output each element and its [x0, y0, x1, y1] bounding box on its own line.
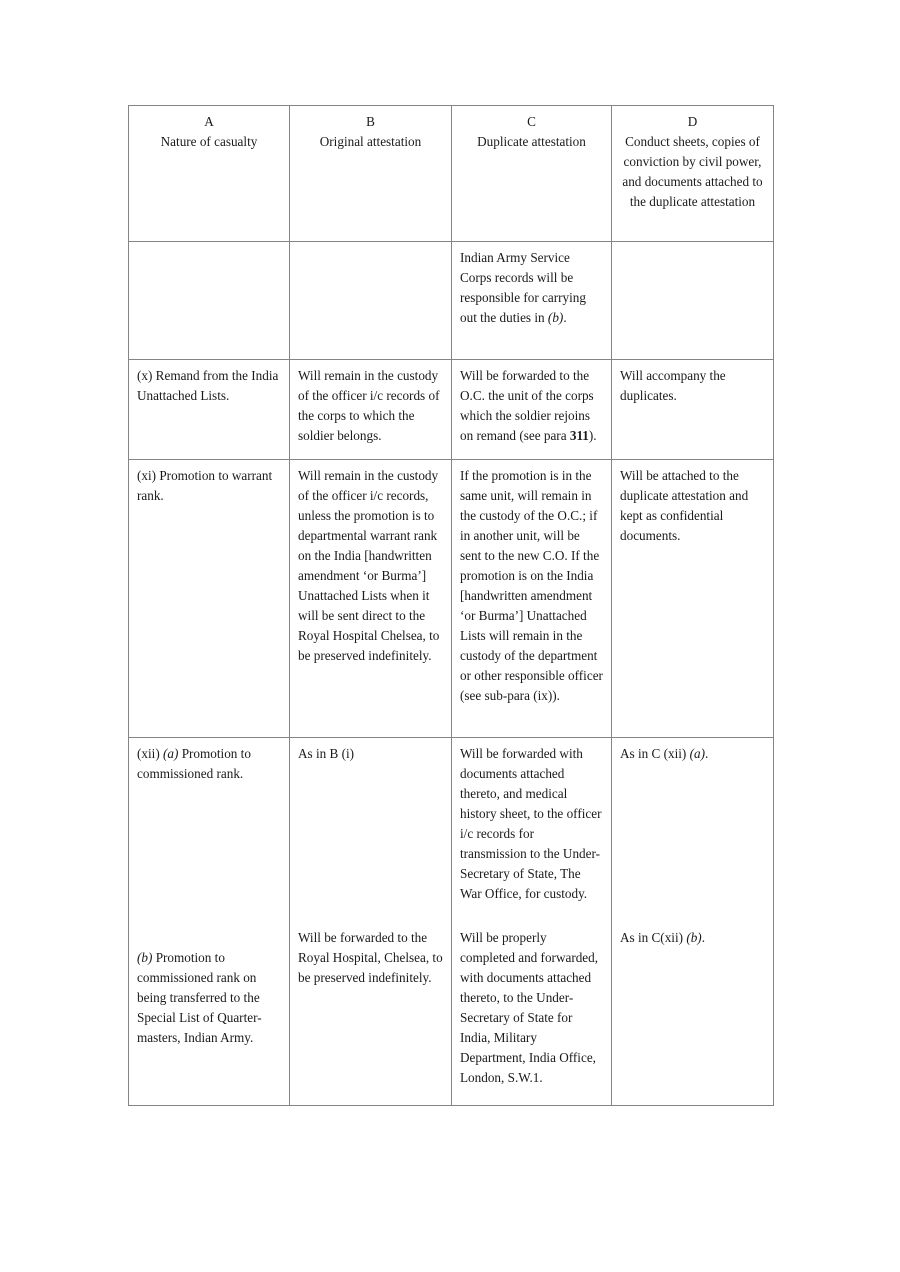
- casualty-disposal-table: [128, 105, 774, 1106]
- cell-b-continuation: [290, 242, 452, 360]
- text-c-x-post: ).: [588, 428, 597, 443]
- column-caption-c: Duplicate attestation: [477, 134, 586, 149]
- text-d-xii-a-post: .: [705, 746, 709, 761]
- cell-a-continuation: [129, 242, 290, 360]
- table-header-row: [129, 106, 774, 242]
- column-header-b: [290, 106, 452, 242]
- cell-c-xi: If the promotion is in the same unit, will remain in the custody of the O.C.; if in another unit, will be sent to the new C.O. If the promotion is on the India [handwritten amendment ‘or Burma’] Unattached Lists will remain in the custody of the department or other responsible officer (see sub-para (ix)).: [452, 460, 612, 738]
- text-d-xii-a-pre: As in C (xii): [620, 746, 690, 761]
- text-b-xii-b: Will be forwarded to the Royal Hospital, Chelsea, to be preserved indefinitely.: [298, 930, 443, 985]
- text-d-xii-b-em: (b): [686, 930, 702, 945]
- text-a-xii-a-post: Promotion to commissioned rank.: [137, 746, 251, 781]
- column-caption-b: Original attestation: [319, 134, 422, 149]
- text-c-continuation-em: (b): [547, 310, 564, 325]
- cell-d-x: Will accompany the duplicates.: [612, 360, 774, 460]
- text-c-xii-b: Will be properly completed and forwarded, with documents attached thereto, to the Under-Secretary of State for India, Military Department, India Office, London, S.W.1.: [460, 930, 599, 1085]
- table-row: [129, 242, 774, 360]
- text-d-xii-a-em: (a): [689, 746, 705, 761]
- table-row: [129, 460, 774, 738]
- cell-d-xii: [612, 738, 774, 1106]
- cell-b-xi: Will remain in the custody of the officer i/c records, unless the promotion is to departmental warrant rank on the India [handwritten amendment ‘or Burma’] Unattached Lists when it will be sent direct to the Royal Hospital Chelsea, to be preserved indefinitely.: [290, 460, 452, 738]
- cell-d-xi: Will be attached to the duplicate attestation and kept as confidential documents.: [612, 460, 774, 738]
- cell-c-continuation: [452, 242, 612, 360]
- cell-b-xii: [290, 738, 452, 1106]
- cell-a-xii: [129, 738, 290, 1106]
- text-a-xii-a-em: (a): [163, 746, 179, 761]
- cell-a-x: (x) Remand from the India Unattached Lists.: [129, 360, 290, 460]
- table-row: [129, 738, 774, 1106]
- cell-b-x: Will remain in the custody of the officer i/c records of the corps to which the soldier belongs.: [290, 360, 452, 460]
- text-a-xii-b-em: (b): [137, 950, 153, 965]
- text-d-xii-b-post: .: [701, 930, 705, 945]
- text-c-continuation-post: .: [563, 310, 567, 325]
- column-header-a: [129, 106, 290, 242]
- column-letter-a: A: [204, 114, 214, 129]
- table-body: [129, 242, 774, 1106]
- column-caption-a: Nature of casualty: [160, 134, 258, 149]
- column-header-c: [452, 106, 612, 242]
- text-c-xii-a: Will be forwarded with documents attached thereto, and medical history sheet, to the officer i/c records for transmission to the Under-Secretary of State, The War Office, for custody.: [460, 746, 602, 901]
- table-header: [129, 106, 774, 242]
- column-caption-d: Conduct sheets, copies of conviction by civil power, and documents attached to the duplicate attestation: [622, 134, 763, 209]
- text-c-continuation-pre: Indian Army Service Corps records will be responsible for carrying out the duties in: [460, 250, 586, 325]
- cell-a-xi: (xi) Promotion to warrant rank.: [129, 460, 290, 738]
- table-row: [129, 360, 774, 460]
- para-reference-311: 311: [569, 428, 589, 443]
- text-d-xii-b-pre: As in C(xii): [620, 930, 687, 945]
- column-letter-d: D: [687, 114, 698, 129]
- text-a-xii-b-post: Promotion to commissioned rank on being transferred to the Special List of Quarter-masters, Indian Army.: [137, 950, 262, 1045]
- cell-c-x: [452, 360, 612, 460]
- text-c-x-pre: Will be forwarded to the O.C. the unit of the corps which the soldier rejoins on remand (see para: [460, 368, 594, 443]
- text-a-xii-a-pre: (xii): [137, 746, 164, 761]
- cell-d-continuation: [612, 242, 774, 360]
- cell-c-xii: [452, 738, 612, 1106]
- text-b-xii-a: As in B (i): [298, 746, 355, 761]
- column-header-d: [612, 106, 774, 242]
- column-letter-c: C: [527, 114, 536, 129]
- column-letter-b: B: [366, 114, 375, 129]
